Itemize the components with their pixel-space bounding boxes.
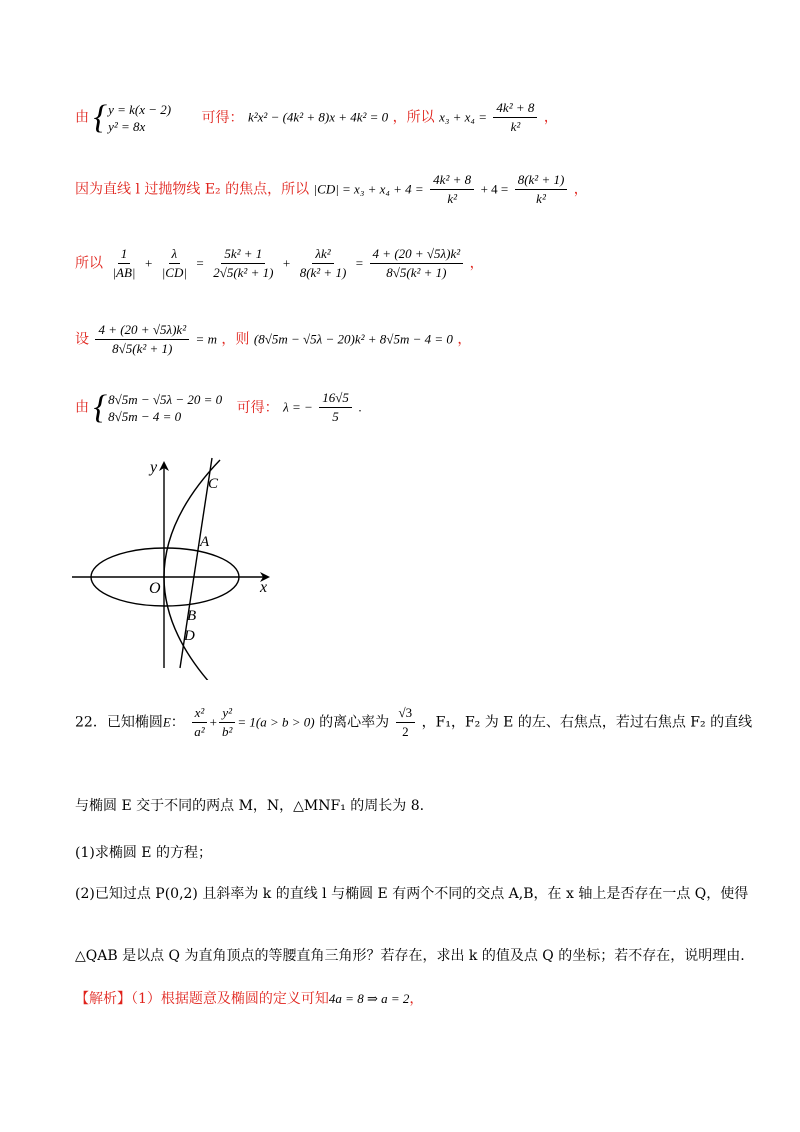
focus-text: 因为直线 l 过抛物线 E₂ 的焦点，所以 [75, 181, 310, 198]
q22-part-2: (2)已知过点 P(0,2) 且斜率为 k 的直线 l 与椭圆 E 有两个不同的交点 A,B，在 x 轴上是否存在一点 Q，使得 [75, 886, 749, 902]
q22-number: 22．已知椭圆 [75, 714, 163, 731]
solution-line-3: 所以 $\frac{1}{|AB|}$ + $\frac{\lambda}{|CD|}$ = $\frac{\text{5k² + 1}}{\text{2√5(k² + 1)}}$ + $\frac{\text{λk²}}{\text{8(k² + 1)}}$ = $\frac{\text{4 + (20 + √5λ)k²}}{\text{8√5(k² + 1)}}$ ， [75, 246, 484, 280]
quadratic-equation: k²x² − (4k² + 8)x + 4k² = 0 [247, 109, 389, 125]
frac-1-ab: $\frac{1}{|AB|}$ [112, 246, 136, 280]
text-ze: ，则 [221, 331, 250, 348]
text-she: 设 [75, 331, 89, 348]
frac-e: $\frac{\text{4 + (20 + √5λ)k²}}{\text{8√5(k² + 1)}}$ [370, 246, 464, 281]
lambda-lhs: λ = − [283, 399, 313, 415]
text-you: 由 [75, 109, 89, 126]
eccentricity-fraction: $\frac{√3}{2}$ [396, 705, 416, 740]
frac-c: $\frac{\text{5k² + 1}}{\text{2√5(k² + 1)}}$ [213, 246, 274, 280]
label-d: D [184, 628, 195, 644]
label-x: x [260, 579, 268, 596]
system2-row-1: 8√5m − √5λ − 20 = 0 [108, 391, 223, 407]
cd-fraction-2: $\frac{\text{8(k² + 1)}}{\text{k²}}$ [515, 172, 568, 207]
analysis-line: 【解析】（1）根据题意及椭圆的定义可知4a = 8 ⇒ a = 2， [75, 991, 424, 1007]
q22-part-2-cont: △QAB 是以点 Q 为直角顶点的等腰直角三角形？若存在，求出 k 的值及点 Q 的坐标；若不存在，说明理由. [75, 948, 745, 964]
text-you-2: 由 [75, 399, 89, 416]
ellipse-y-term: $\frac{\text{y²}}{\text{b²}}$ [219, 705, 235, 740]
label-y: y [150, 459, 158, 476]
geometry-figure [60, 450, 290, 680]
system-row-2: y² = 8x [108, 118, 146, 134]
solution-line-2: 因为直线 l 过抛物线 E₂ 的焦点，所以 |CD| = x₃ + x₄ + 4 = $\frac{\text{4k² + 8}}{\text{k²}}$ + 4 = $\frac{\text{8(k² + 1)}}{\text{k²}}$ ， [75, 172, 588, 206]
cd-lhs: |CD| = x₃ + x₄ + 4 = [313, 181, 424, 197]
text-kede: 可得： [201, 109, 244, 126]
foci-text: ，F₁，F₂ 为 E 的左、右焦点，若过右焦点 F₂ 的直线 [421, 714, 753, 731]
q22-part-1: (1)求椭圆 E 的方程； [75, 845, 212, 861]
frac-f: $\frac{\text{4 + (20 + √5λ)k²}}{\text{8√5(k² + 1)}}$ [95, 322, 189, 357]
q22-line-2: 与椭圆 E 交于不同的两点 M，N，△MNF₁ 的周长为 8. [75, 798, 425, 814]
sum-lhs: x₃ + x₄ = [439, 109, 487, 125]
analysis-tag: 【解析】 [75, 991, 131, 1007]
solution-line-1: 由 { y = k(x − 2) y² = 8x 可得： k²x² − (4k² + 8)x + 4k² = 0 ，所以 x₃ + x₄ = $\frac{\text{4k² + 8}}{\text{k²}}$ ， [75, 98, 558, 136]
sum-fraction: $\frac{\text{4k² + 8}}{\text{k²}}$ [493, 100, 537, 135]
solution-line-4: 设 $\frac{\text{4 + (20 + √5λ)k²}}{\text{8√5(k² + 1)}}$ = m ，则 (8√5m − √5λ − 20)k² + 8√5m − 4 = 0 ， [75, 322, 472, 356]
label-b: B [187, 608, 197, 624]
frac-lambda-cd: $\frac{\lambda}{|CD|}$ [161, 246, 187, 280]
lambda-fraction: $\frac{16√5}{5}$ [319, 390, 352, 425]
label-c: C [208, 476, 219, 492]
text-suoyi-2: 所以 [75, 255, 103, 272]
equation-system-2: { 8√5m − √5λ − 20 = 0 8√5m − 4 = 0 [93, 388, 223, 426]
label-origin: O [149, 580, 161, 597]
system-row-1: y = k(x − 2) [108, 101, 172, 117]
equation-m-lambda: (8√5m − √5λ − 20)k² + 8√5m − 4 = 0 [253, 331, 453, 347]
analysis-equation: 4a = 8 ⇒ a = 2 [328, 991, 410, 1006]
system2-row-2: 8√5m − 4 = 0 [108, 408, 182, 424]
frac-d: $\frac{\text{λk²}}{\text{8(k² + 1)}}$ [299, 246, 347, 280]
solution-line-5: 由 { 8√5m − √5λ − 20 = 0 8√5m − 4 = 0 可得： λ = − $\frac{16√5}{5}$ . [75, 388, 362, 426]
cd-fraction-1: $\frac{\text{4k² + 8}}{\text{k²}}$ [430, 172, 474, 207]
label-a: A [200, 534, 210, 550]
ellipse-x-term: $\frac{\text{x²}}{\text{a²}}$ [191, 705, 207, 740]
q22-line-1: 22．已知椭圆E： $\frac{\text{x²}}{\text{a²}}$ + $\frac{\text{y²}}{\text{b²}}$ = 1(a > b > 0) 的离心率为 $\frac{√3}{2}$ ，F₁，F₂ 为 E 的左、右焦点，若过右焦点 F₂ 的直线 [75, 705, 753, 739]
text-suoyi: ，所以 [392, 109, 435, 126]
parabola-curve [164, 460, 220, 680]
equation-system-1: { y = k(x − 2) y² = 8x [93, 98, 172, 136]
